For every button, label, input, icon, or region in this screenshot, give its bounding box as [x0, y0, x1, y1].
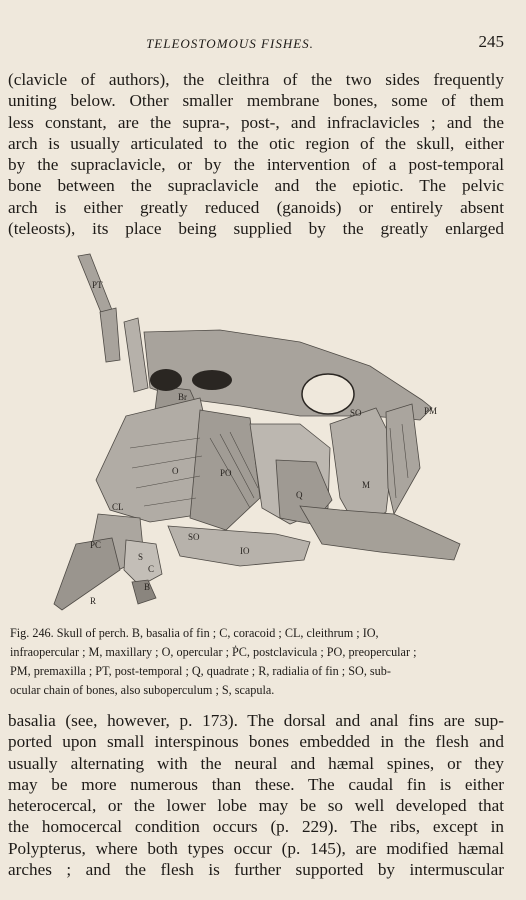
text-line: heterocercal, or the lower lobe may be so well developed that	[8, 796, 504, 816]
label-pc: PC	[90, 540, 102, 550]
pectoral-spine	[124, 318, 148, 392]
text-line: usually alternating with the neural and hæmal spines, or they	[8, 753, 504, 773]
text-line: bone between the supraclavicle and the epiotic. The pelvic	[8, 176, 504, 196]
figure-caption	[10, 624, 506, 700]
label-pm: PM	[424, 406, 438, 416]
text-line: (teleosts), its place being supplied by the greatly enlarged	[8, 219, 504, 239]
text-line: (clavicle of authors), the cleithra of the two sides frequently	[8, 70, 504, 89]
label-q: Q	[296, 490, 303, 500]
bottom-paragraph	[8, 710, 504, 880]
supraclavicle-bone	[100, 308, 120, 362]
top-paragraph	[8, 69, 504, 239]
text-line: by the supraclavicle, or by the intervention of a post-temporal	[8, 155, 504, 175]
label-so-lower: SO	[188, 532, 200, 542]
label-c: C	[148, 564, 155, 574]
text-line: ported upon small interspinous bones embedded in the flesh and	[8, 732, 504, 752]
label-b: B	[144, 582, 151, 592]
text-line: basalia (see, however, p. 173). The dorsal and anal fins are sup-	[8, 711, 504, 730]
postclavicula-bone	[54, 538, 120, 610]
label-r: R	[90, 596, 97, 606]
text-line: less constant, are the supra-, post-, and infraclavicles ; and the	[8, 112, 504, 132]
text-line: uniting below. Other smaller membrane bones, some of them	[8, 91, 504, 111]
running-title: TELEOSTOMOUS FISHES.	[146, 36, 314, 51]
scapula-bone	[124, 540, 162, 586]
label-io: IO	[240, 546, 250, 556]
text-line: Polypterus, where both types occur (p. 145), are modified hæmal	[8, 838, 504, 858]
label-m: M	[362, 480, 371, 490]
label-po: PO	[220, 468, 232, 478]
text-line: arches ; and the flesh is further supported by intermuscular	[8, 860, 504, 880]
premaxilla-bone	[386, 404, 420, 514]
label-cl: CL	[112, 502, 124, 512]
caption-line: PM, premaxilla ; PT, post-temporal ; Q, quadrate ; R, radialia of fin ; SO, sub-	[10, 664, 391, 678]
perch-skull-figure	[40, 248, 480, 618]
text-line: arch is either greatly reduced (ganoids) or entirely absent	[8, 197, 504, 217]
label-br: Br	[178, 392, 187, 402]
caption-line: Fig. 246. Skull of perch. B, basalia of fin ; C, coracoid ; CL, cleithrum ; IO,	[10, 626, 379, 640]
text-line: arch is usually articulated to the otic region of the skull, either	[8, 133, 504, 153]
label-so-upper: SO	[350, 408, 362, 418]
label-pt: PT	[92, 280, 103, 290]
page-number: 245	[478, 32, 504, 51]
text-line: the homocercal condition occurs (p. 229). The ribs, except in	[8, 817, 504, 837]
label-s: S	[138, 552, 144, 562]
caption-line: ocular chain of bones, also suboperculum ; S, scapula.	[10, 683, 275, 697]
caption-line: infraopercular ; M, maxillary ; O, opercular ; ṖC, postclavicula ; PO, preopercular ;	[10, 645, 417, 659]
running-head	[8, 32, 512, 56]
label-o: O	[172, 466, 179, 476]
lower-jaw	[300, 506, 460, 560]
text-line: may be more numerous than these. The caudal fin is either	[8, 774, 504, 794]
